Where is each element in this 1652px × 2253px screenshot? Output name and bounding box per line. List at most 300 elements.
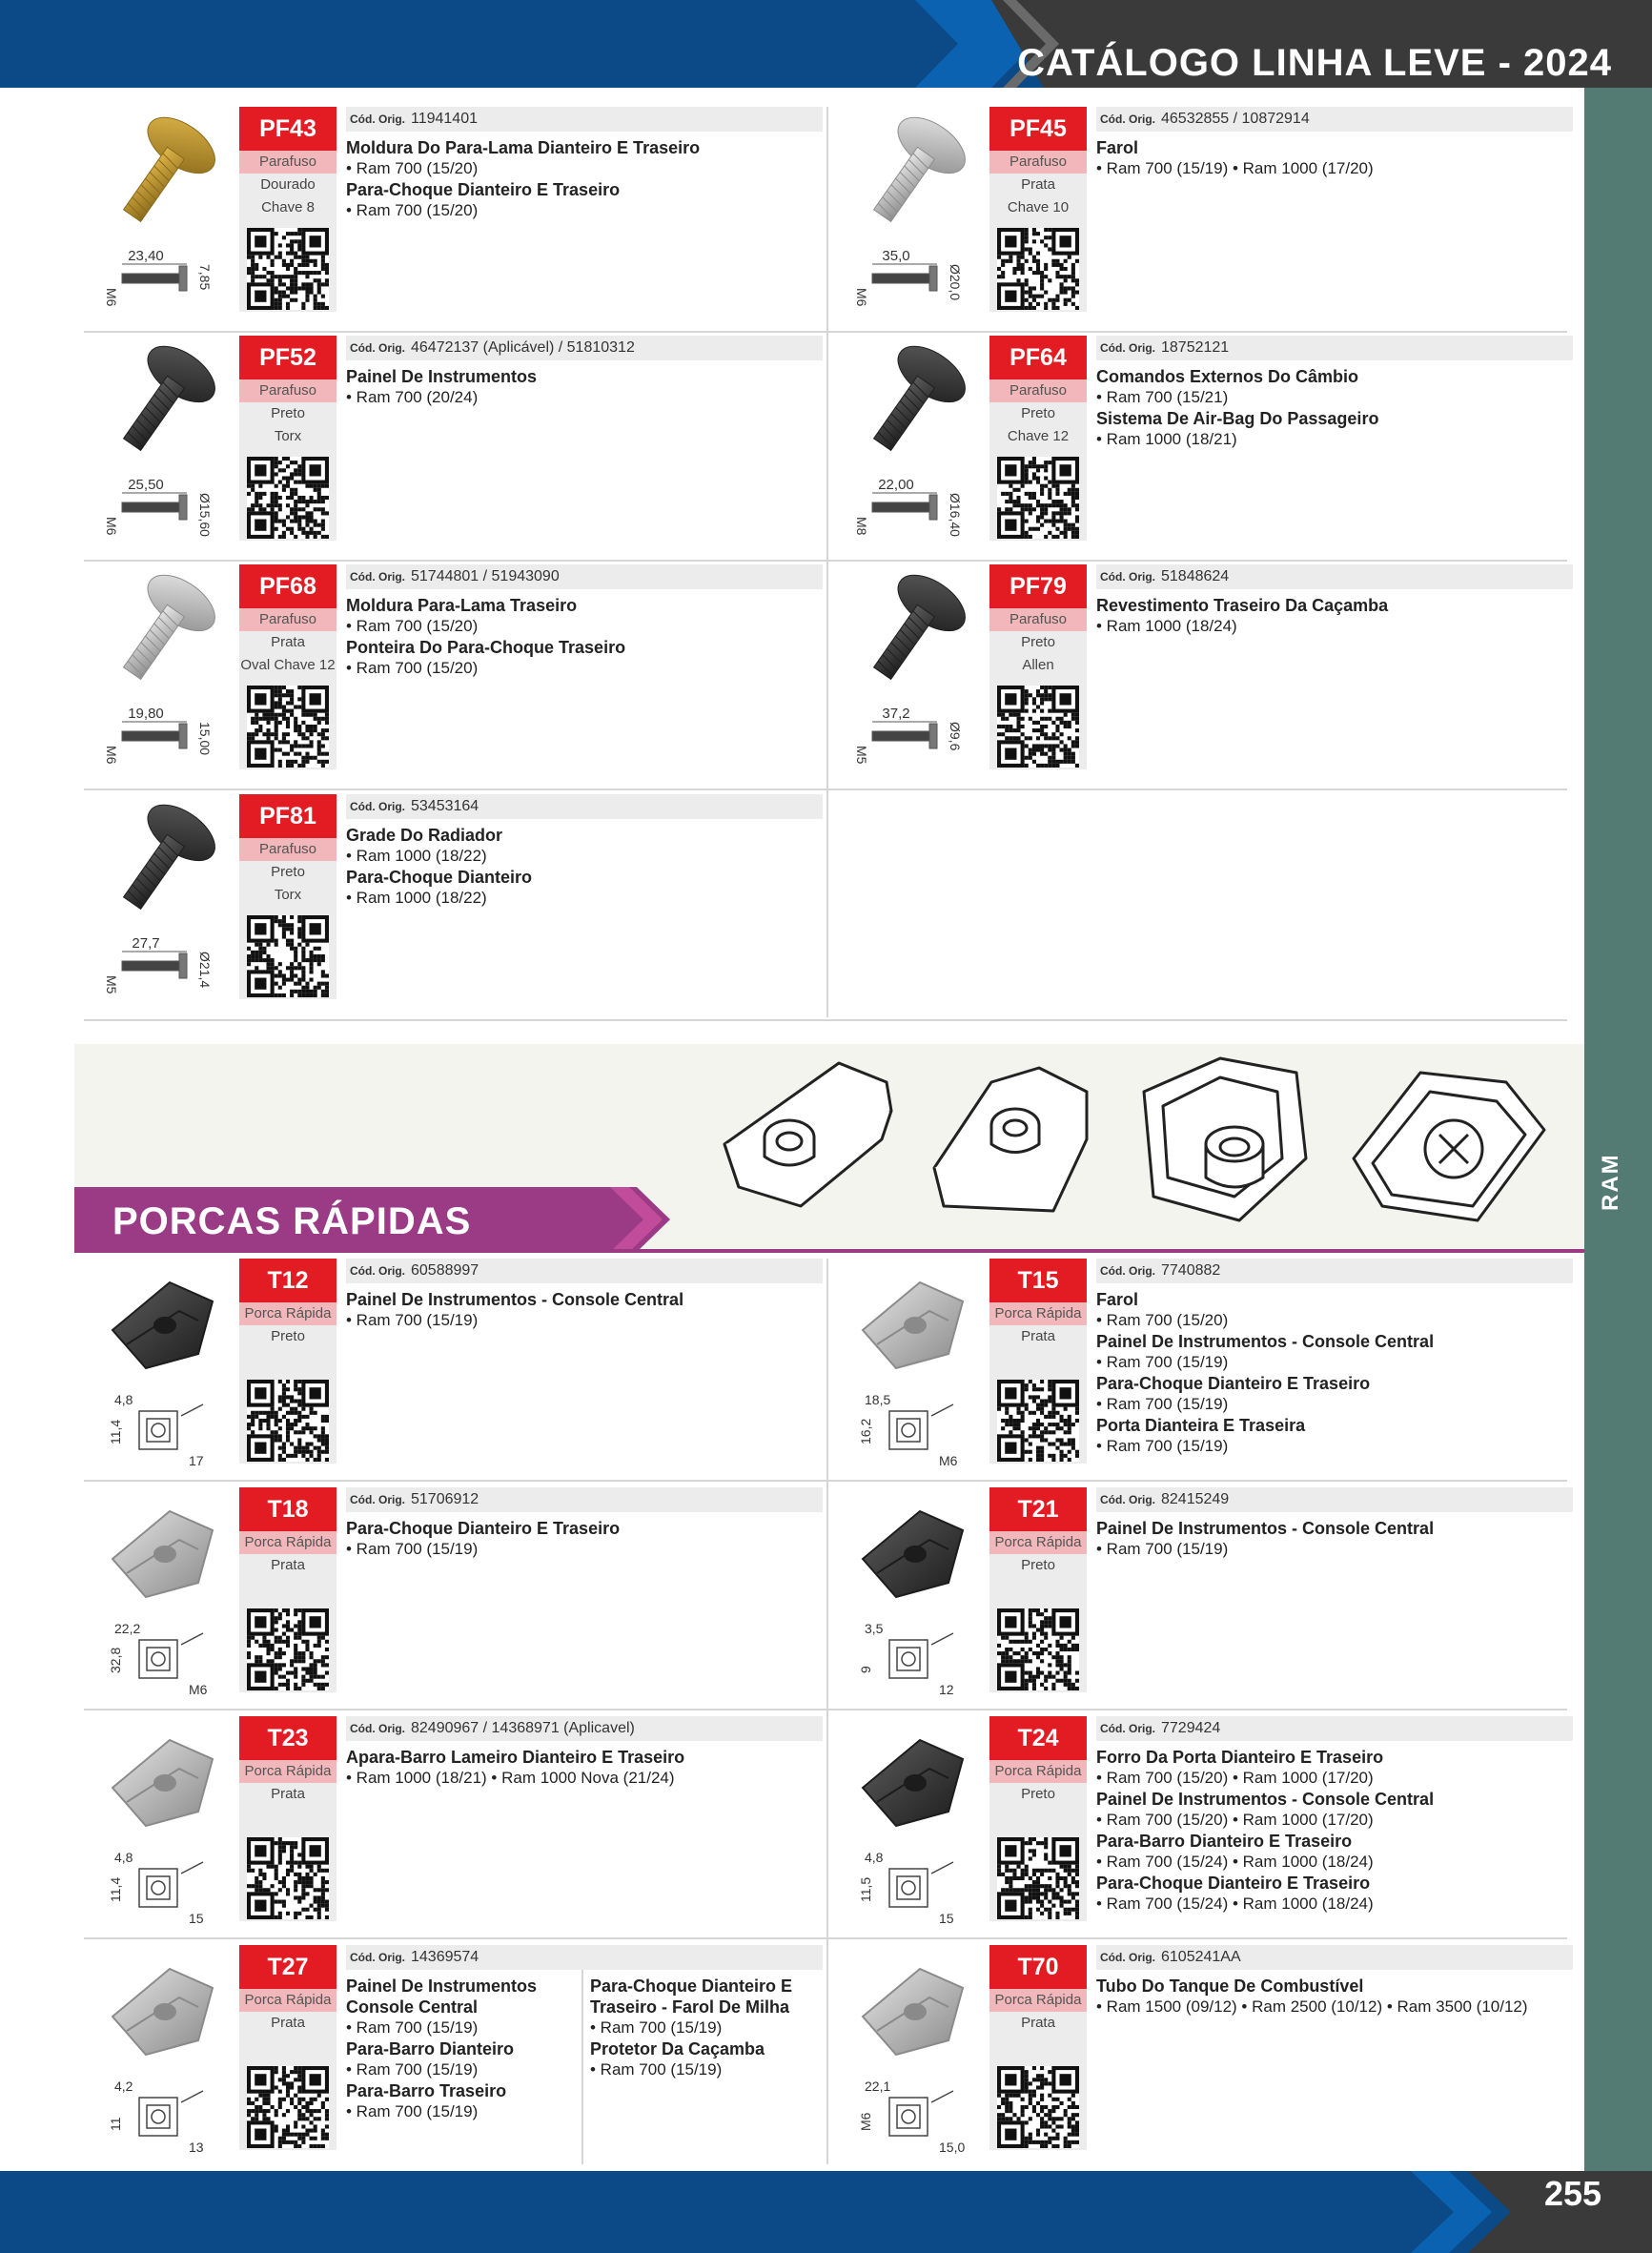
nut-dimension-drawing	[889, 1633, 953, 1678]
product-attribute: Chave 10	[1007, 199, 1070, 215]
product-info	[346, 1716, 823, 1789]
product-tag	[989, 1487, 1087, 1692]
original-code-label: Cód. Orig.	[1100, 570, 1155, 584]
application-title: Moldura Do Para-Lama Dianteiro E Traseiro	[346, 138, 701, 157]
original-code-label: Cód. Orig.	[350, 1493, 405, 1506]
application-models: • Ram 700 (15/20) • Ram 1000 (17/20)	[1096, 1769, 1374, 1787]
screw-image	[844, 112, 991, 321]
screw-dimension-drawing	[122, 493, 187, 520]
nut-photo	[112, 1511, 213, 1597]
product-info	[1096, 1945, 1573, 2017]
qr-code[interactable]	[247, 686, 329, 768]
dim-length: 37,2	[882, 706, 910, 722]
product-attribute: Preto	[1021, 405, 1055, 421]
original-code: 46472137 (Aplicável) / 51810312	[411, 339, 635, 356]
dim-length: 22,00	[878, 477, 914, 493]
original-code-row	[1096, 1716, 1573, 1741]
application-title: Moldura Para-Lama Traseiro	[346, 596, 578, 615]
row-divider	[84, 560, 1567, 562]
dim-thread: M5	[854, 746, 869, 765]
row-divider	[84, 1709, 1567, 1710]
dim-a: 3,5	[865, 1621, 884, 1636]
original-code: 7740882	[1161, 1262, 1221, 1279]
brand-side-label: RAM	[1598, 1153, 1623, 1212]
nut-dimension-drawing	[139, 1404, 203, 1449]
application-list	[346, 1518, 823, 1560]
application-models: • Ram 700 (20/24)	[346, 388, 479, 406]
product-type: Porca Rápida	[989, 1989, 1087, 2012]
dim-length: 35,0	[882, 248, 910, 264]
original-code-label: Cód. Orig.	[350, 800, 405, 813]
screw-image	[93, 569, 241, 779]
nut-photo	[863, 1282, 963, 1368]
dim-c: 13	[189, 2140, 204, 2155]
product-info	[346, 1259, 823, 1331]
original-code-row	[346, 107, 823, 132]
product-tag	[989, 336, 1087, 541]
qr-code[interactable]	[247, 2066, 329, 2148]
qr-code[interactable]	[247, 1837, 329, 1919]
application-title: Protetor Da Caçamba	[590, 2039, 765, 2058]
product-card-pf68	[84, 564, 827, 784]
qr-code[interactable]	[997, 1380, 1079, 1462]
application-models: • Ram 700 (15/19)	[590, 2018, 723, 2037]
dim-c: M6	[939, 1453, 958, 1468]
nut-dimension-drawing	[889, 2091, 953, 2136]
dim-thread: M6	[104, 746, 119, 765]
dim-c: 15,0	[939, 2140, 966, 2155]
product-info	[1096, 1716, 1573, 1915]
product-tag	[989, 107, 1087, 312]
product-tag	[239, 1487, 337, 1692]
application-title: Comandos Externos Do Câmbio	[1096, 367, 1359, 386]
product-tag	[239, 107, 337, 312]
product-type: Porca Rápida	[989, 1302, 1087, 1325]
application-title: Grade Do Radiador	[346, 826, 503, 845]
product-attribute: Preto	[1021, 634, 1055, 650]
row-divider	[84, 1480, 1567, 1482]
product-code: T15	[989, 1259, 1087, 1302]
product-tag	[989, 1945, 1087, 2150]
dim-a: 4,8	[114, 1392, 133, 1407]
application-list	[1096, 595, 1573, 637]
application-title: Para-Barro Dianteiro E Traseiro	[1096, 1832, 1353, 1851]
nut-dimension-drawing	[889, 1404, 953, 1449]
application-title: Para-Choque Dianteiro E Traseiro	[346, 1519, 621, 1538]
product-type: Parafuso	[239, 608, 337, 631]
original-code: 53453164	[411, 798, 479, 814]
nut-dimension-drawing	[139, 1633, 203, 1678]
product-card-pf52	[84, 336, 827, 555]
row-divider	[84, 331, 1567, 333]
product-tag	[239, 1716, 337, 1921]
nut-photo	[112, 1740, 213, 1826]
product-code: T18	[239, 1487, 337, 1531]
product-attribute: Prata	[271, 1786, 305, 1802]
product-code: PF64	[989, 336, 1087, 379]
original-code: 14369574	[411, 1949, 479, 1965]
dim-a: 18,5	[865, 1392, 891, 1407]
product-tag	[239, 1259, 337, 1464]
product-code: PF43	[239, 107, 337, 151]
application-list	[346, 1747, 823, 1789]
product-code: PF79	[989, 564, 1087, 608]
original-code-row	[1096, 564, 1573, 589]
original-code-label: Cód. Orig.	[1100, 1722, 1155, 1735]
original-code: 60588997	[411, 1262, 479, 1279]
dim-c: M6	[189, 1682, 208, 1697]
application-list-2	[590, 1976, 819, 2122]
section-title: PORCAS RÁPIDAS	[112, 1200, 472, 1242]
dim-head: Ø21,4	[197, 952, 213, 989]
original-code-label: Cód. Orig.	[1100, 113, 1155, 126]
dim-c: 15	[939, 1911, 954, 1926]
qr-code[interactable]	[997, 2066, 1079, 2148]
product-card-t15	[834, 1259, 1578, 1478]
section-underline	[74, 1249, 1584, 1253]
application-title: Console Central	[346, 1997, 479, 2017]
application-models: • Ram 700 (15/19)	[346, 2018, 479, 2037]
application-title: Farol	[1096, 1290, 1139, 1309]
nut-photo	[863, 1511, 963, 1597]
product-tag	[239, 336, 337, 541]
original-code-row	[1096, 107, 1573, 132]
original-code-label: Cód. Orig.	[350, 1951, 405, 1964]
application-list	[346, 825, 823, 909]
original-code: 82415249	[1161, 1491, 1230, 1507]
screw-image	[844, 569, 991, 779]
product-info	[346, 1945, 823, 2122]
dim-a: 22,1	[865, 2079, 891, 2094]
qr-code[interactable]	[247, 228, 329, 310]
application-list	[1096, 137, 1573, 179]
original-code-label: Cód. Orig.	[1100, 1264, 1155, 1278]
qr-code[interactable]	[247, 915, 329, 997]
screw-image	[844, 340, 991, 550]
dim-b: 16,2	[858, 1418, 873, 1444]
dim-b: 11,5	[858, 1876, 873, 1902]
application-list	[1096, 1976, 1573, 2017]
product-attribute: Prata	[1021, 176, 1055, 193]
product-attribute: Preto	[1021, 1786, 1055, 1802]
application-title: Traseiro - Farol De Milha	[590, 1997, 790, 2017]
product-tag	[989, 564, 1087, 769]
original-code: 51848624	[1161, 568, 1230, 584]
product-attribute: Chave 12	[1007, 428, 1070, 444]
original-code-label: Cód. Orig.	[350, 1722, 405, 1735]
application-title: Revestimento Traseiro Da Caçamba	[1096, 596, 1389, 615]
original-code-label: Cód. Orig.	[350, 1264, 405, 1278]
application-title: Painel De Instrumentos	[346, 1976, 538, 1996]
nut-photo	[112, 1282, 213, 1368]
catalog-title: CATÁLOGO LINHA LEVE - 2024	[1017, 42, 1612, 84]
side-band	[1584, 88, 1652, 2171]
application-models: • Ram 1000 (18/22)	[346, 889, 487, 907]
row-divider	[84, 1019, 1567, 1021]
product-attribute: Dourado	[260, 176, 316, 193]
application-title: Painel De Instrumentos - Console Central	[1096, 1519, 1435, 1538]
product-type: Porca Rápida	[239, 1760, 337, 1783]
application-title: Para-Choque Dianteiro E	[590, 1976, 793, 1996]
dim-b: 11,4	[108, 1419, 123, 1444]
dim-b: 9	[858, 1666, 873, 1673]
product-tag	[239, 1945, 337, 2150]
speed-nut-drawing-3	[1144, 1058, 1306, 1220]
product-attribute: Torx	[274, 428, 302, 444]
speed-nut-drawing-4	[1354, 1073, 1544, 1220]
nut-photo	[863, 1969, 963, 2055]
nut-dimension-drawing	[889, 1862, 953, 1907]
dim-thread: M6	[854, 288, 869, 307]
product-info	[1096, 107, 1573, 179]
product-code: PF68	[239, 564, 337, 608]
product-type: Parafuso	[239, 151, 337, 174]
dim-thread: M5	[104, 975, 119, 994]
footer-bar	[0, 2171, 1652, 2253]
product-tag	[239, 564, 337, 769]
original-code: 11941401	[411, 111, 478, 127]
qr-code[interactable]	[997, 1837, 1079, 1919]
product-type: Porca Rápida	[239, 1302, 337, 1325]
product-attribute: Preto	[271, 405, 305, 421]
application-list	[346, 1289, 823, 1331]
qr-code[interactable]	[997, 1608, 1079, 1690]
screw-dimension-drawing	[872, 722, 937, 748]
application-title: Painel De Instrumentos	[346, 367, 538, 386]
application-title: Para-Choque Dianteiro E Traseiro	[1096, 1874, 1371, 1893]
dim-a: 4,2	[114, 2079, 133, 2094]
product-code: T24	[989, 1716, 1087, 1760]
application-models: • Ram 700 (15/24) • Ram 1000 (18/24)	[1096, 1895, 1374, 1913]
application-list	[346, 595, 823, 679]
qr-code[interactable]	[247, 457, 329, 539]
product-attribute: Prata	[1021, 1328, 1055, 1344]
product-type: Porca Rápida	[989, 1531, 1087, 1554]
application-models: • Ram 1000 (18/22)	[346, 847, 487, 865]
product-type: Parafuso	[239, 838, 337, 861]
screw-photo	[101, 569, 225, 695]
qr-code[interactable]	[247, 1608, 329, 1690]
product-code: PF45	[989, 107, 1087, 151]
product-code: T27	[239, 1945, 337, 1989]
dim-c: 15	[189, 1911, 204, 1926]
nut-image	[93, 1492, 241, 1702]
dim-b: M6	[858, 2112, 873, 2131]
application-models: • Ram 700 (15/19)	[346, 1540, 479, 1558]
product-attribute: Preto	[271, 864, 305, 880]
dim-length: 27,7	[132, 935, 160, 952]
screw-image	[93, 799, 241, 1009]
application-models: • Ram 700 (15/19)	[590, 2060, 723, 2079]
qr-code[interactable]	[997, 457, 1079, 539]
dim-head: Ø20,0	[948, 264, 963, 301]
product-info	[346, 1487, 823, 1560]
application-title: Ponteira Do Para-Choque Traseiro	[346, 638, 626, 657]
application-models: • Ram 1000 (18/24)	[1096, 617, 1237, 635]
product-info	[346, 564, 823, 679]
application-list	[1096, 1289, 1573, 1457]
dim-head: Ø16,40	[948, 493, 963, 537]
application-models: • Ram 700 (15/21)	[1096, 388, 1229, 406]
product-info	[1096, 1259, 1573, 1457]
dim-length: 23,40	[128, 248, 164, 264]
application-list	[346, 1976, 582, 2122]
product-card-pf79	[834, 564, 1578, 784]
page-number: 255	[1544, 2174, 1602, 2213]
nut-photo	[112, 1969, 213, 2055]
product-card-t12	[84, 1259, 827, 1478]
product-attribute: Allen	[1022, 657, 1054, 673]
dim-length: 19,80	[128, 706, 164, 722]
application-models: • Ram 700 (15/20)	[1096, 1311, 1229, 1329]
screw-dimension-drawing	[122, 722, 187, 748]
application-models: • Ram 700 (15/19)	[346, 2102, 479, 2120]
application-title: Apara-Barro Lameiro Dianteiro E Traseiro	[346, 1748, 685, 1767]
product-attribute: Prata	[271, 1557, 305, 1573]
product-attribute: Chave 8	[261, 199, 315, 215]
product-attribute: Oval Chave 12	[240, 657, 336, 673]
product-code: T12	[239, 1259, 337, 1302]
dim-head: 7,85	[197, 264, 213, 291]
dim-c: 17	[189, 1453, 204, 1468]
original-code: 82490967 / 14368971 (Aplicavel)	[411, 1720, 635, 1736]
nut-image	[844, 1492, 991, 1702]
application-title: Porta Dianteira E Traseira	[1096, 1416, 1306, 1435]
product-card-pf43	[84, 107, 827, 326]
product-card-t18	[84, 1487, 827, 1707]
screw-photo	[851, 340, 975, 466]
application-list	[1096, 366, 1573, 450]
application-models: • Ram 700 (15/20)	[346, 201, 479, 219]
screw-photo	[851, 112, 975, 237]
application-list	[1096, 1747, 1573, 1915]
dim-a: 22,2	[114, 1621, 141, 1636]
product-tag	[239, 794, 337, 999]
dim-a: 4,8	[114, 1850, 133, 1865]
original-code-label: Cód. Orig.	[1100, 1493, 1155, 1506]
product-info	[346, 336, 823, 408]
application-models: • Ram 700 (15/20)	[346, 659, 479, 677]
application-models: • Ram 700 (15/20)	[346, 617, 479, 635]
nut-image	[844, 1263, 991, 1473]
product-card-t70	[834, 1945, 1578, 2164]
application-title: Sistema De Air-Bag Do Passageiro	[1096, 409, 1379, 428]
original-code-row	[346, 564, 823, 589]
application-models: • Ram 700 (15/19)	[346, 1311, 479, 1329]
application-title: Painel De Instrumentos - Console Central	[1096, 1332, 1435, 1351]
product-code: T21	[989, 1487, 1087, 1531]
qr-code[interactable]	[997, 228, 1079, 310]
application-models: • Ram 700 (15/19) • Ram 1000 (17/20)	[1096, 159, 1374, 177]
original-code-row	[1096, 1487, 1573, 1512]
application-title: Para-Choque Dianteiro	[346, 868, 533, 887]
product-code: PF52	[239, 336, 337, 379]
original-code: 18752121	[1161, 339, 1230, 356]
original-code: 7729424	[1161, 1720, 1221, 1736]
speed-nut-drawing-1	[724, 1063, 891, 1206]
product-info	[1096, 336, 1573, 450]
original-code-row	[346, 794, 823, 819]
dim-b: 11	[108, 2117, 123, 2131]
product-type: Parafuso	[989, 151, 1087, 174]
original-code-row	[346, 336, 823, 360]
dim-b: 32,8	[108, 1647, 123, 1673]
product-code: T70	[989, 1945, 1087, 1989]
application-models: • Ram 700 (15/24) • Ram 1000 (18/24)	[1096, 1853, 1374, 1871]
dim-b: 11,4	[108, 1876, 123, 1902]
dim-a: 4,8	[865, 1850, 884, 1865]
application-models: • Ram 700 (15/19)	[346, 2060, 479, 2079]
dim-thread: M6	[104, 517, 119, 536]
application-title: Para-Barro Traseiro	[346, 2081, 507, 2100]
dim-thread: M8	[854, 517, 869, 536]
product-card-pf81	[84, 794, 827, 1014]
dim-head: 15,00	[197, 722, 213, 756]
application-list	[1096, 1518, 1573, 1560]
nut-dimension-drawing	[139, 2091, 203, 2136]
original-code-row	[346, 1716, 823, 1741]
product-type: Parafuso	[989, 379, 1087, 402]
original-code-row	[1096, 336, 1573, 360]
nut-dimension-drawing	[139, 1862, 203, 1907]
original-code-label: Cód. Orig.	[1100, 341, 1155, 355]
product-info	[346, 107, 823, 221]
product-info	[1096, 564, 1573, 637]
product-tag	[989, 1716, 1087, 1921]
screw-dimension-drawing	[122, 952, 187, 978]
application-list	[346, 137, 823, 221]
product-attribute: Preto	[1021, 1557, 1055, 1573]
nut-image	[844, 1950, 991, 2160]
product-attribute: Prata	[1021, 2015, 1055, 2031]
original-code: 46532855 / 10872914	[1161, 111, 1310, 127]
original-code-label: Cód. Orig.	[350, 341, 405, 355]
product-type: Parafuso	[989, 608, 1087, 631]
screw-dimension-drawing	[872, 493, 937, 520]
application-models: • Ram 700 (15/20)	[346, 159, 479, 177]
nut-image	[93, 1263, 241, 1473]
product-card-t23	[84, 1716, 827, 1936]
row-divider	[84, 789, 1567, 790]
application-models: • Ram 1500 (09/12) • Ram 2500 (10/12) • Ram 3500 (10/12)	[1096, 1997, 1528, 2016]
product-card-pf64	[834, 336, 1578, 555]
original-code-label: Cód. Orig.	[1100, 1951, 1155, 1964]
product-type: Porca Rápida	[239, 1989, 337, 2012]
original-code: 51706912	[411, 1491, 479, 1507]
screw-image	[93, 340, 241, 550]
dim-head: Ø15,60	[197, 493, 213, 537]
application-list	[346, 366, 823, 408]
product-type: Porca Rápida	[239, 1531, 337, 1554]
product-card-t27	[84, 1945, 827, 2164]
qr-code[interactable]	[247, 1380, 329, 1462]
screw-photo	[851, 569, 975, 695]
screw-dimension-drawing	[122, 264, 187, 291]
speed-nut-illustrations	[686, 1054, 1563, 1244]
product-info	[1096, 1487, 1573, 1560]
application-models: • Ram 700 (15/20) • Ram 1000 (17/20)	[1096, 1811, 1374, 1829]
application-title: Para-Barro Dianteiro	[346, 2039, 515, 2058]
application-models: • Ram 700 (15/19)	[1096, 1437, 1229, 1455]
product-info	[346, 794, 823, 909]
original-code: 51744801 / 51943090	[411, 568, 560, 584]
qr-code[interactable]	[997, 686, 1079, 768]
application-models: • Ram 700 (15/19)	[1096, 1353, 1229, 1371]
application-models: • Ram 1000 (18/21)	[1096, 430, 1237, 448]
product-card-t24	[834, 1716, 1578, 1936]
nut-image	[93, 1950, 241, 2160]
original-code-row	[1096, 1945, 1573, 1970]
